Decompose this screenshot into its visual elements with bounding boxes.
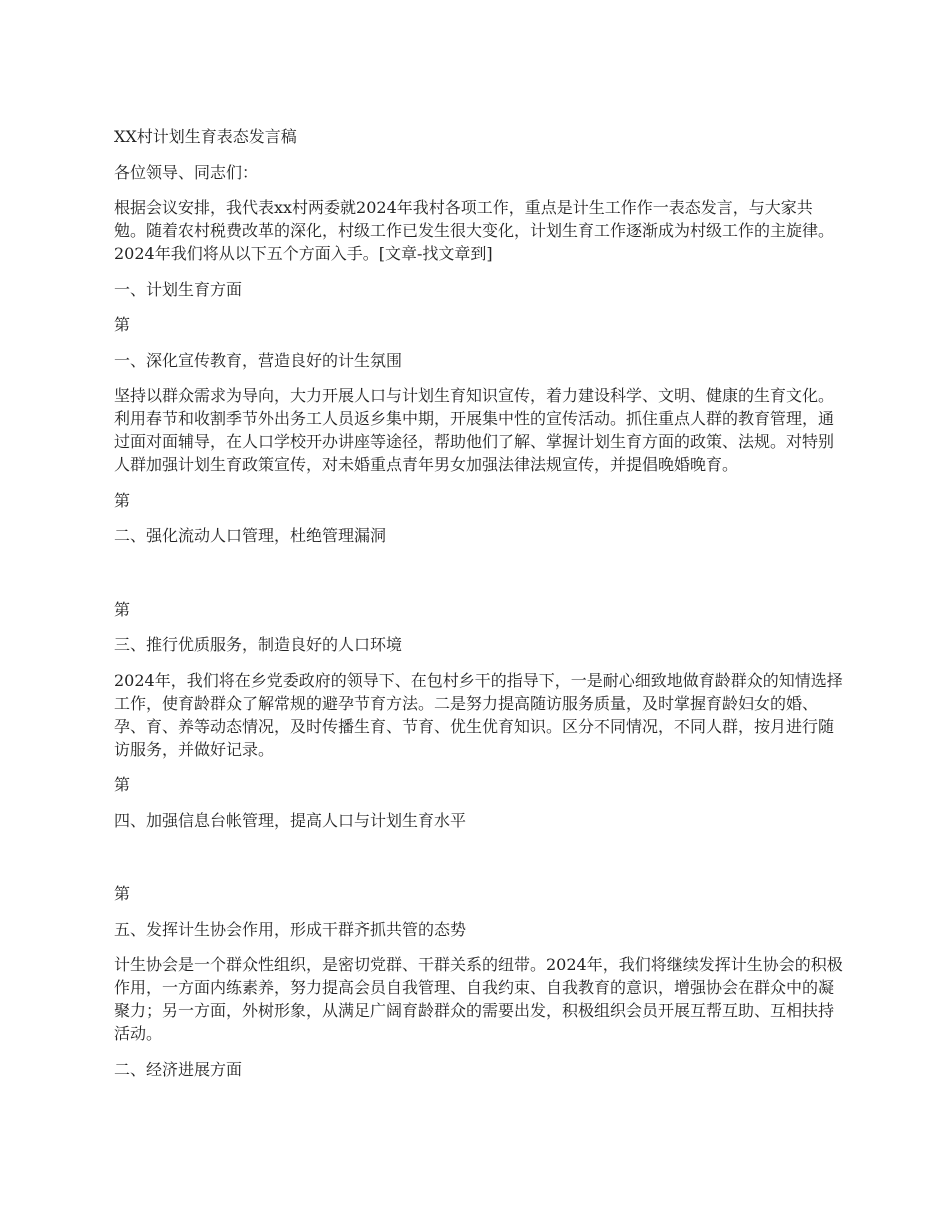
item-body-association: 计生协会是一个群众性组织，是密切党群、干群关系的纽带。2024年，我们将继续发挥计生协会的积极作用，一方面内练素养，努力提高会员自我管理、自我约束、自我教育的意识，增强协会在群众中的凝聚力；另一方面，外树形象，从满足广阔育龄群众的需要出发，积极组织会员开展互帮互助、互相扶持活动。 (114, 955, 843, 1043)
ordinal-mark: 第 (114, 490, 131, 510)
ordinal-mark: 第 (114, 315, 131, 334)
blank-gap (114, 560, 844, 598)
item-title-association: 五、发挥计生协会作用，形成干群齐抓共管的态势 (114, 919, 467, 939)
item-body-publicity: 坚持以群众需求为导向，大力开展人口与计划生育知识宣传，着力建设科学、文明、健康的生育文化。利用春节和收割季节外出务工人员返乡集中期，开展集中性的宣传活动。抓住重点人群的教育管理，通过面对面辅导，在人口学校开办讲座等途径，帮助他们了解、掌握计划生育方面的政策、法规。对特别人群加强计划生育政策宣传，对未婚重点青年男女加强法律法规宣传，并提倡晚婚晚育。 (114, 386, 835, 474)
section-heading-family-planning: 一、计划生育方面 (114, 279, 243, 299)
item-title-ledger-management: 四、加强信息台帐管理，提高人口与计划生育水平 (114, 810, 467, 830)
ordinal-mark: 第 (114, 599, 131, 619)
blank-gap (114, 844, 844, 882)
intro-paragraph: 根据会议安排，我代表xx村两委就2024年我村各项工作，重点是计生工作作一表态发言，与大家共勉。随着农村税费改革的深化，村级工作已发生很大变化，计划生育工作逐渐成为村级工作的主旋律。2024年我们将从以下五个方面入手。[文章-找文章到] (114, 198, 835, 263)
section-heading-economic-development: 二、经济进展方面 (114, 1059, 243, 1079)
item-title-quality-service: 三、推行优质服务，制造良好的人口环境 (114, 635, 403, 654)
item-title-floating-population: 二、强化流动人口管理，杜绝管理漏洞 (114, 526, 387, 545)
document-page (114, 125, 844, 1093)
ordinal-mark: 第 (114, 775, 131, 794)
item-title-publicity: 一、深化宣传教育，营造良好的计生氛围 (114, 350, 403, 370)
item-body-quality-service: 2024年，我们将在乡党委政府的领导下、在包村乡干的指导下，一是耐心细致地做育龄群众的知情选择工作，使育龄群众了解常规的避孕节育方法。二是努力提高随访服务质量，及时掌握育龄妇女的婚、孕、育、养等动态情况，及时传播生育、节育、优生优育知识。区分不同情况，不同人群，按月进行随访服务，并做好记录。 (114, 670, 843, 759)
document-title: XX村计划生育表态发言稿 (114, 127, 297, 146)
salutation: 各位领导、同志们： (114, 162, 259, 182)
ordinal-mark: 第 (114, 884, 131, 903)
